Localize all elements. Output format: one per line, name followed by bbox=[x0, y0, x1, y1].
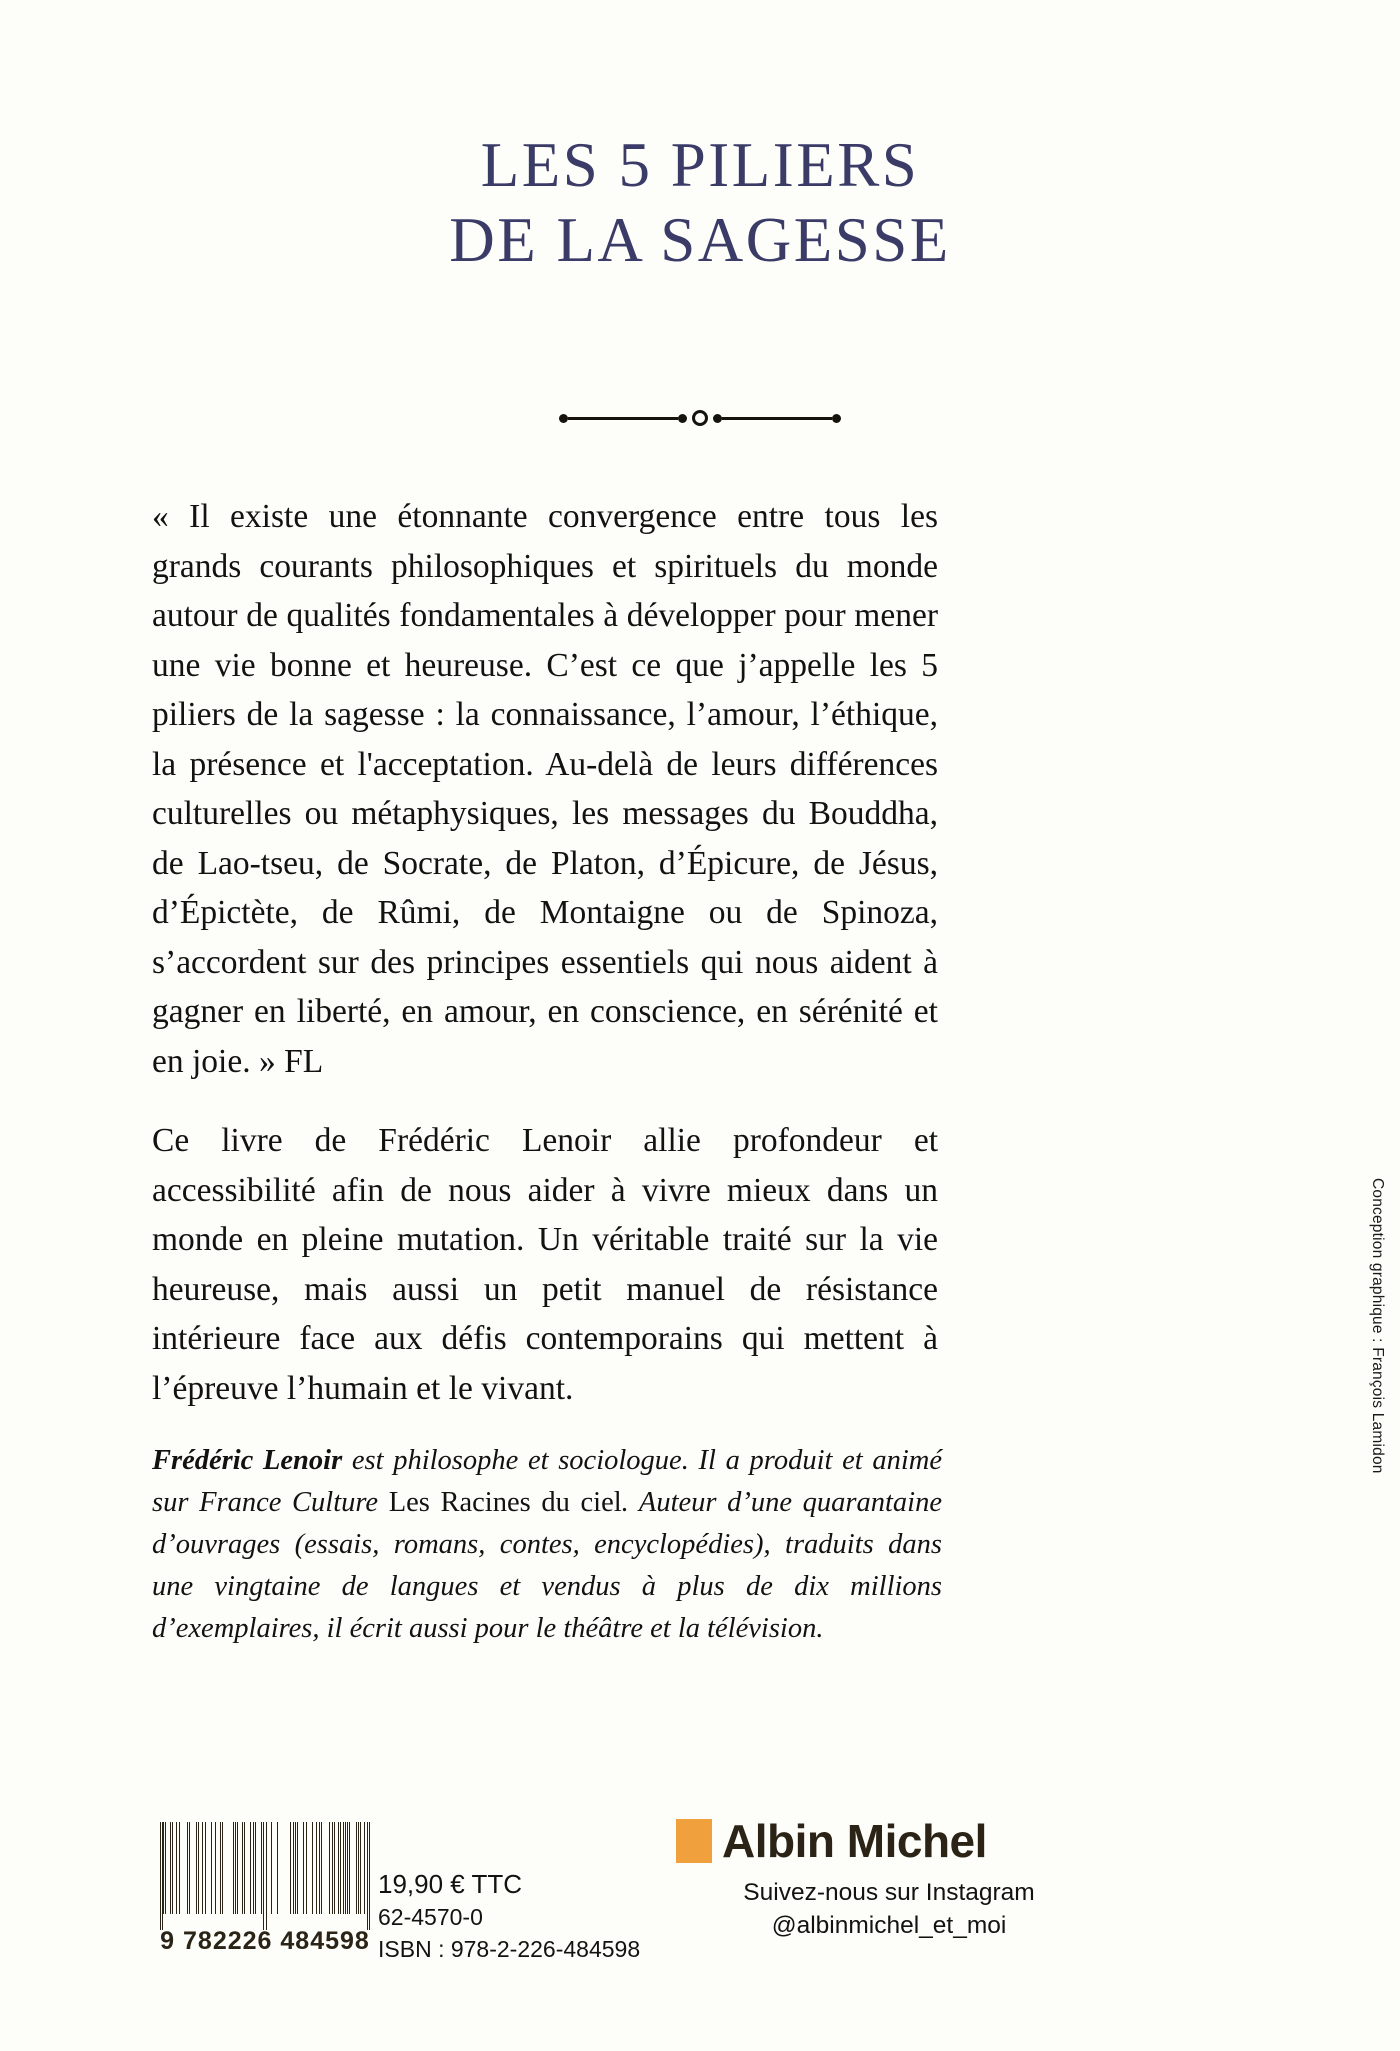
title-line-2: DE LA SAGESSE bbox=[449, 204, 951, 275]
author-bio-part2: . Auteur d’une quarantaine d’ouvrages (essais, romans, contes, encyclopédies), traduits dans une vingtaine de langues et vendus à plus de dix millions d’exemplaires, il écrit aussi pour le théâtre et la télévision. bbox=[152, 1487, 942, 1644]
publisher-logo bbox=[672, 1815, 1102, 1867]
description-paragraph: Ce livre de Frédéric Lenoir allie profondeur et accessibilité afin de nous aider à vivre mieux dans un monde en pleine mutation. Un véritable traité sur la vie heureuse, mais aussi un petit manuel de résistance intérieure face aux défis contemporains qui mettent à l’épreuve l’humain et le vivant. bbox=[152, 1122, 938, 1407]
isbn-label: ISBN : 978-2-226-484598 bbox=[378, 1936, 641, 1962]
ornament-center-circle-icon bbox=[692, 410, 708, 426]
barcode-bars bbox=[160, 1822, 370, 1930]
author-bio-part1: est philosophe et sociologue. Il a produit et animé sur France Culture bbox=[152, 1445, 942, 1518]
ornament-dot-right-end bbox=[832, 414, 841, 423]
reference-code: 62-4570-0 bbox=[378, 1904, 483, 1930]
price-and-isbn-block bbox=[378, 1868, 640, 1965]
ornament-dot-inner-left bbox=[678, 414, 687, 423]
author-biography bbox=[152, 1440, 942, 1650]
quote-paragraph: « Il existe une étonnante convergence entre tous les grands courants philosophiques et spirituels du monde autour de qualités fondamentales à développer pour mener une vie bonne et heureuse. C’est ce que j’appelle les 5 piliers de la sagesse : la connaissance, l’amour, l’éthique, la présence et l'acceptation. Au-delà de leurs différences culturelles ou métaphysiques, les messages du Bouddha, de Lao-tseu, de Socrate, de Platon, d’Épicure, de Jésus, d’Épictète, de Rûmi, de Montaigne ou de Spinoza, s’accordent sur des principes essentiels qui nous aident à gagner en liberté, en amour, en conscience, en sérénité et en joie. » FL bbox=[152, 498, 938, 1080]
follow-line-1: Suivez-nous sur Instagram bbox=[743, 1879, 1035, 1906]
ornament-rule-right bbox=[722, 417, 832, 420]
ornament-divider bbox=[0, 410, 1400, 426]
back-cover-text bbox=[152, 492, 938, 1413]
barcode-digits: 9 782226 484598 bbox=[160, 1927, 370, 1955]
graphic-design-credit: Conception graphique : François Lamidon bbox=[1369, 1178, 1386, 1474]
ornament-rule-left bbox=[568, 417, 678, 420]
book-title bbox=[0, 128, 1400, 278]
author-work-title: Les Racines du ciel bbox=[388, 1487, 622, 1518]
instagram-follow-block bbox=[672, 1876, 1102, 1942]
orange-square-icon bbox=[676, 1819, 712, 1863]
publisher-block bbox=[672, 1815, 1102, 1942]
cover-footer bbox=[0, 1810, 1400, 2030]
publisher-name: Albin Michel bbox=[722, 1815, 987, 1867]
ornament-dot-inner-right bbox=[713, 414, 722, 423]
title-line-1: LES 5 PILIERS bbox=[480, 130, 920, 200]
author-name: Frédéric Lenoir bbox=[152, 1445, 343, 1476]
price-label: 19,90 € TTC bbox=[378, 1869, 523, 1899]
instagram-handle: @albinmichel_et_moi bbox=[771, 1912, 1007, 1939]
ornament-dot-left-end bbox=[559, 414, 568, 423]
ean13-barcode bbox=[160, 1822, 370, 1954]
